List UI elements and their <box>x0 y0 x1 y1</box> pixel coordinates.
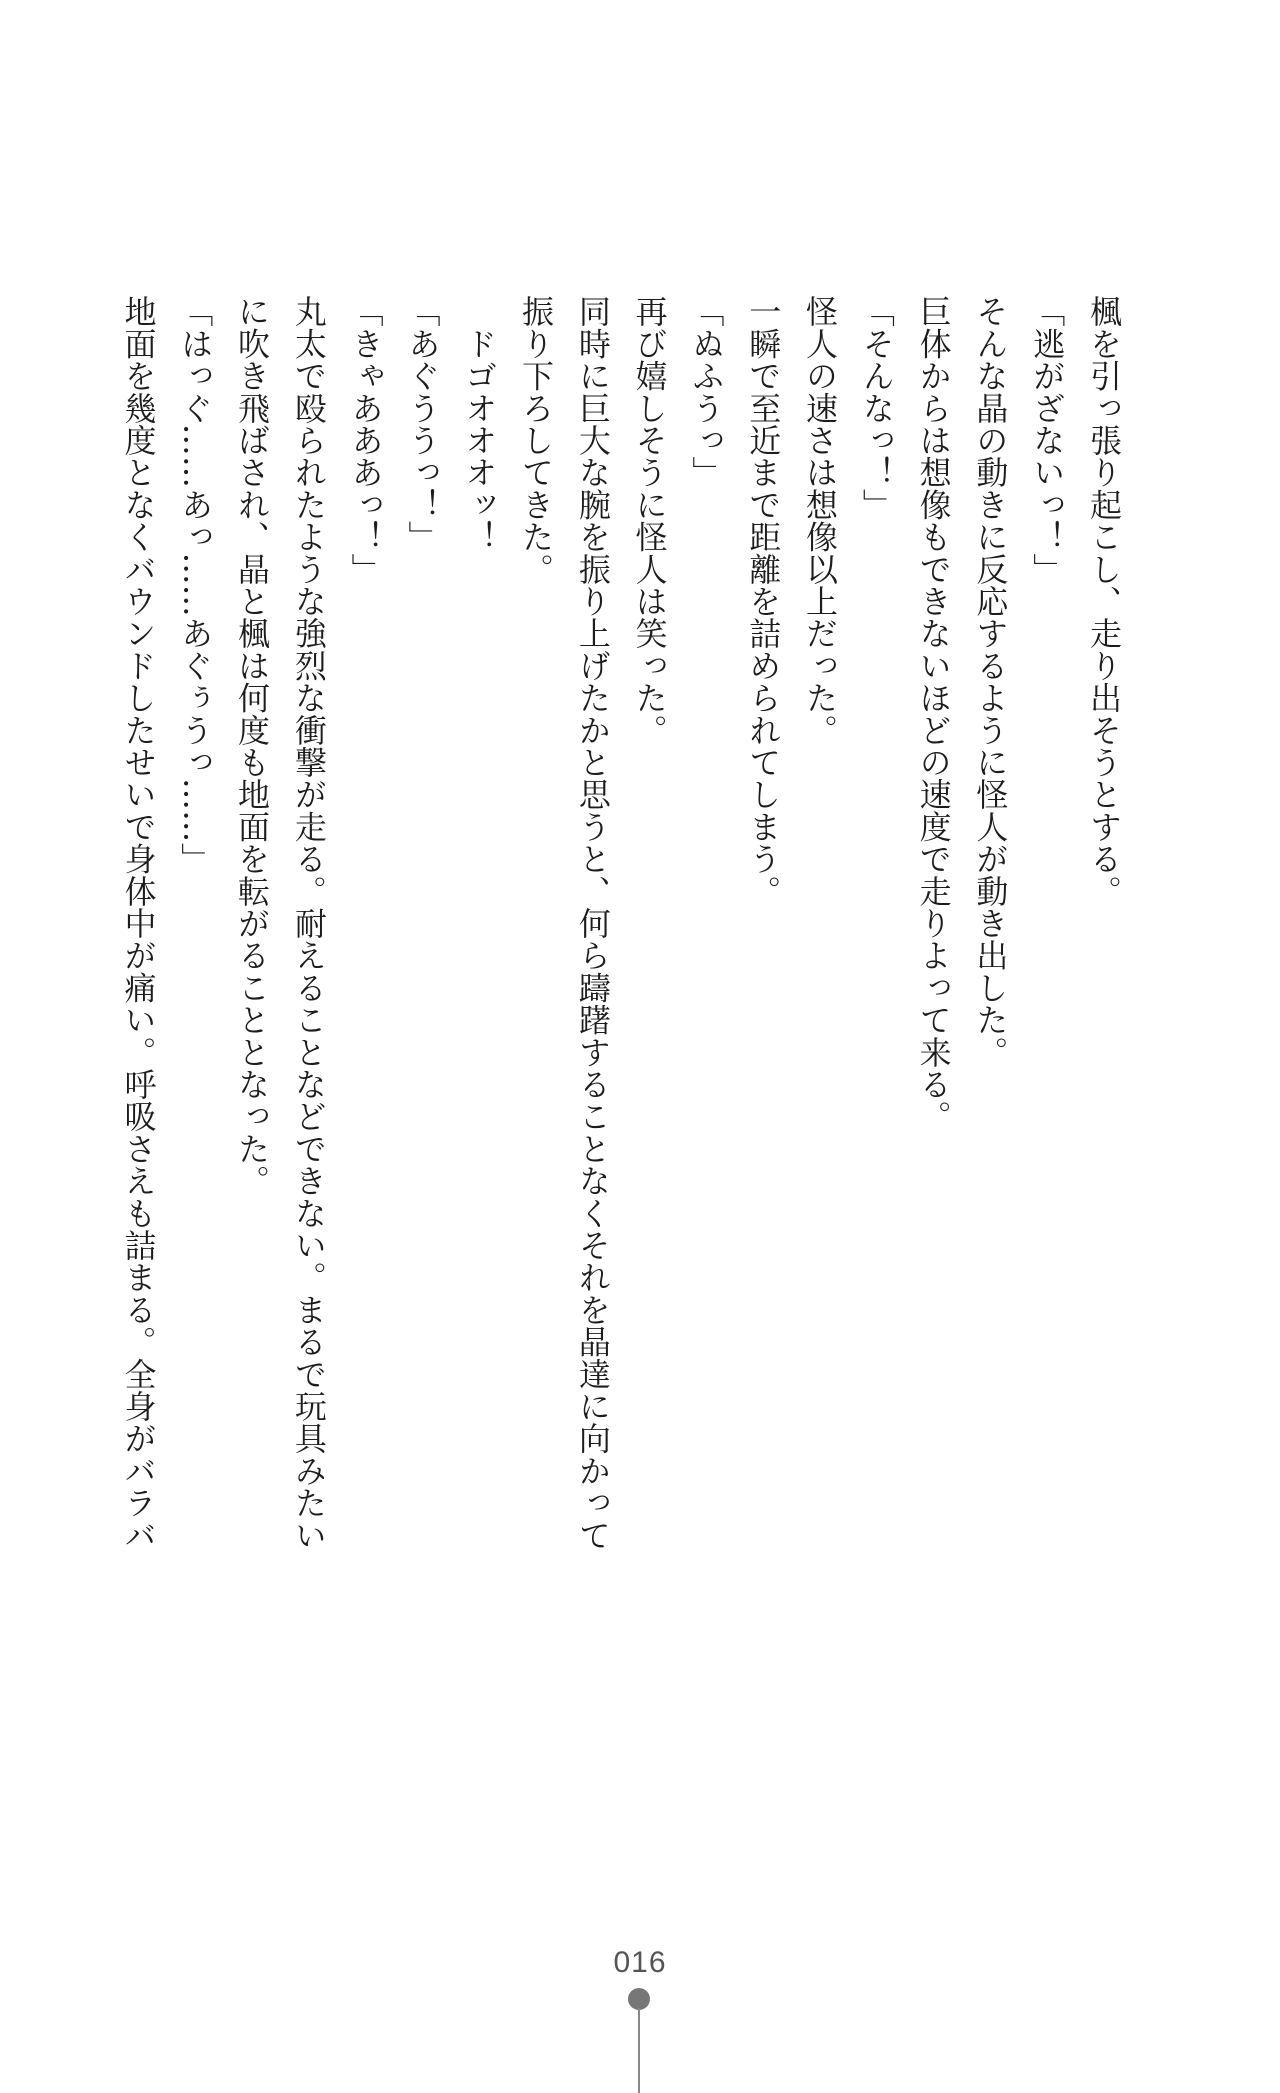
text-line: 丸太で殴られたような強烈な衝撃が走る。耐えることなどできない。まるで玩具みたい <box>289 295 328 1551</box>
text-line: 怪人の速さは想像以上だった。 <box>801 295 840 746</box>
text-line: 「きゃあああっ！」 <box>346 295 385 585</box>
text-line: 「ぬふうっ」 <box>687 295 726 489</box>
text-line: 再び嬉しそうに怪人は笑った。 <box>630 295 669 746</box>
text-line: に吹き飛ばされ、晶と楓は何度も地面を転がることとなった。 <box>233 295 272 1197</box>
text-line: 一瞬で至近まで距離を詰められてしまう。 <box>744 295 783 907</box>
text-line: 巨体からは想像もできないほどの速度で走りよって来る。 <box>914 295 953 1133</box>
text-line: 振り下ろしてきた。 <box>517 295 556 585</box>
text-line: そんな晶の動きに反応するように怪人が動き出した。 <box>971 295 1010 1068</box>
folio-dot-icon <box>628 1988 650 2010</box>
page-number: 016 <box>613 1946 667 1979</box>
text-line: 「はっぐ……あっ……あぐぅうっ……」 <box>176 295 215 875</box>
vertical-text-body <box>110 295 1132 1695</box>
text-line: ドゴオオオッ！ <box>460 295 499 553</box>
text-line: 「あぐううっ！」 <box>403 295 442 553</box>
text-line: 同時に巨大な腕を振り上げたかと思うと、何ら躊躇することなくそれを晶達に向かって <box>573 295 612 1551</box>
text-line: 「逃がざないっ！」 <box>1028 295 1067 585</box>
text-line: 地面を幾度となくバウンドしたせいで身体中が痛い。呼吸さえも詰まる。全身がバラバ <box>119 295 158 1551</box>
text-line: 「そんなっ！」 <box>857 295 896 521</box>
folio-rule <box>638 2008 640 2093</box>
text-line: 楓を引っ張り起こし、走り出そうとする。 <box>1085 295 1123 907</box>
